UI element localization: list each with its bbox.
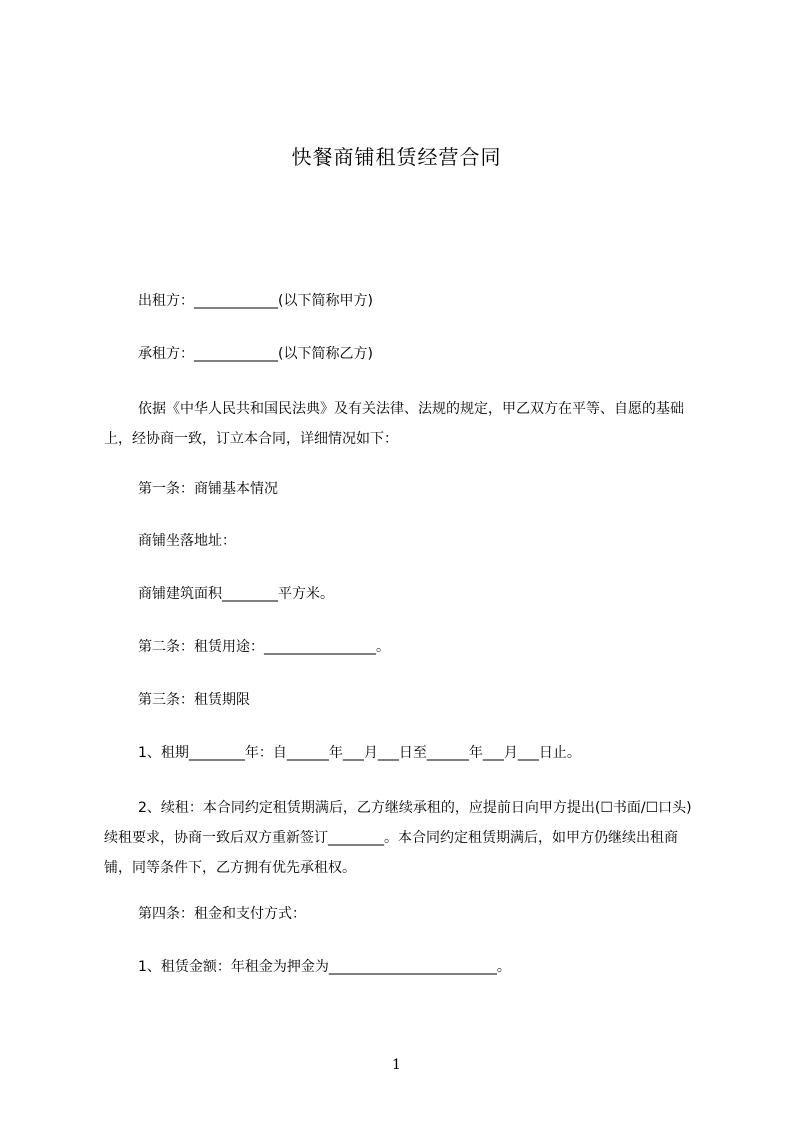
- article-2-line: 第二条：租赁用途：________________。: [138, 639, 390, 655]
- article-4-heading: 第四条：租金和支付方式：: [138, 906, 306, 922]
- shop-location-line: 商铺坐落地址：: [138, 533, 236, 549]
- rent-amount-line: 1、租赁金额：年租金为押金为________________________。: [138, 959, 511, 975]
- lease-term-line: 1、租期________年：自______年___月___日至______年___月___日止。: [138, 745, 581, 761]
- preamble-paragraph: 依据《中华人民共和国民法典》及有关法律、法规的规定，甲乙双方在平等、自愿的基础上，经协商一致，订立本合同，详细情况如下：: [104, 401, 684, 447]
- page-number: 1: [392, 1057, 401, 1073]
- document-title: 快餐商铺租赁经营合同: [291, 145, 502, 169]
- lessee-line: 承租方：____________(以下简称乙方): [138, 346, 373, 362]
- lessor-line: 出租方：____________(以下简称甲方): [138, 293, 373, 309]
- article-1-heading: 第一条：商铺基本情况: [138, 481, 278, 497]
- renewal-paragraph: 2、续租：本合同约定租赁期满后，乙方继续承租的，应提前日向甲方提出(☐书面/☐口头)续租要求，协商一致后双方重新签订________。本合同约定租赁期满后，如甲方仍继续出租商铺，同等条件下，乙方拥有优先承租权。: [104, 800, 692, 876]
- article-3-heading: 第三条：租赁期限: [138, 692, 250, 708]
- shop-area-line: 商铺建筑面积________平方米。: [138, 586, 334, 602]
